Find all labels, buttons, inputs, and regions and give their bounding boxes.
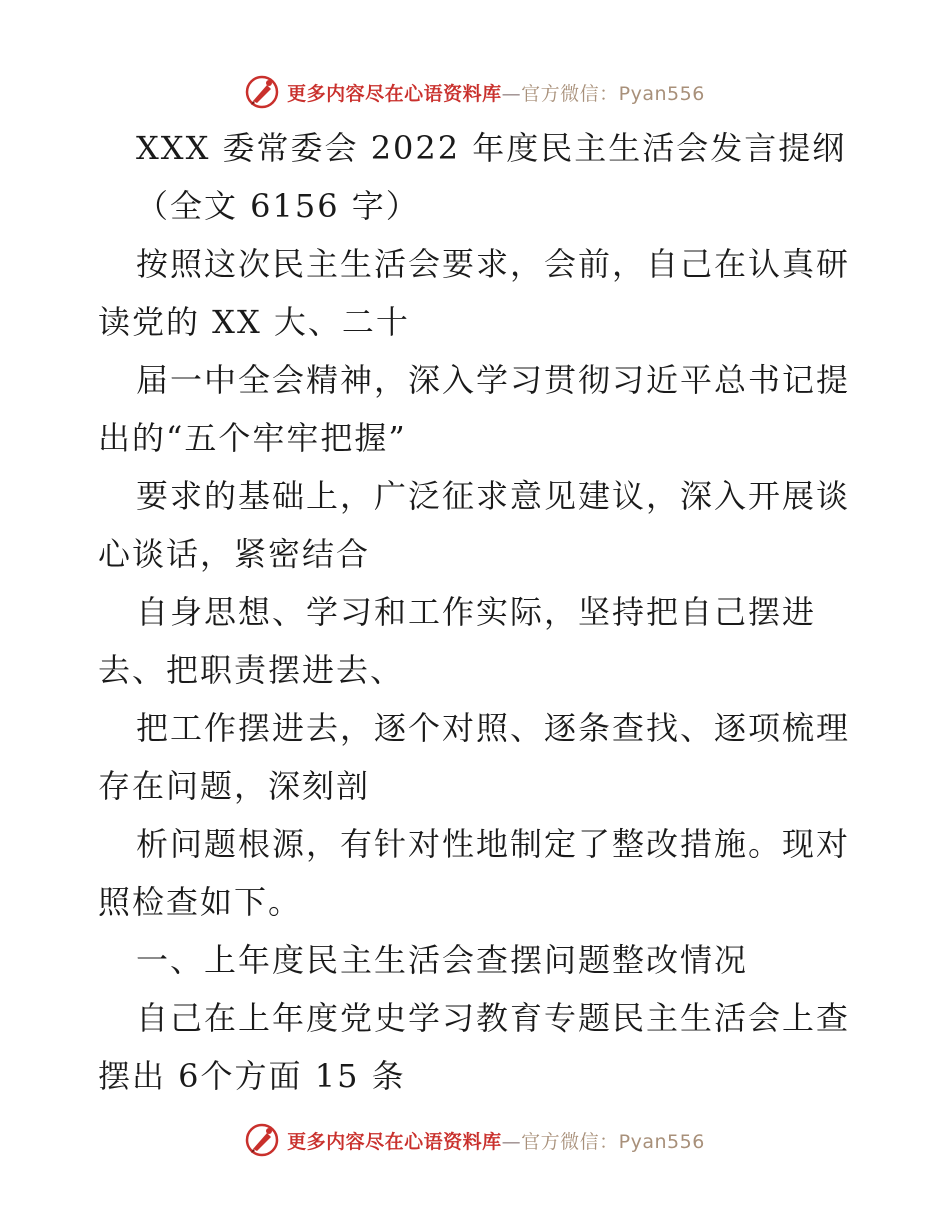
footer-banner-main: 更多内容尽在心语资料库 (287, 1130, 502, 1153)
paragraph-line: 届一中全会精神，深入学习贯彻习近平总书记提 (136, 361, 851, 399)
paragraph-line: 出的“五个牢牢把握” (98, 419, 407, 457)
document-title: XXX 委常委会 2022 年度民主生活会发言提纲 (136, 129, 847, 167)
paragraph-line: 把工作摆进去，逐个对照、逐条查找、逐项梳理 (136, 709, 851, 747)
paragraph-line: 去、把职责摆进去、 (98, 651, 405, 689)
paragraph-line: 照检查如下。 (98, 883, 303, 921)
paragraph-line: 存在问题，深刻剖 (98, 767, 371, 805)
pen-logo-icon (245, 1123, 279, 1157)
footer-banner-text (287, 1127, 705, 1154)
footer-watermark-banner (0, 1120, 950, 1160)
paragraph-line: 按照这次民主生活会要求，会前，自己在认真研 (136, 245, 851, 283)
paragraph-line: 要求的基础上，广泛征求意见建议，深入开展谈 (136, 477, 851, 515)
footer-banner-dash: — (501, 1130, 522, 1153)
header-banner-wechat: 官方微信：Pyan556 (521, 82, 705, 105)
paragraph-line: 自身思想、学习和工作实际，坚持把自己摆进 (136, 593, 817, 631)
paragraph-line: 摆出 6个方面 15 条 (98, 1057, 406, 1095)
document-subtitle: （全文 6156 字） (136, 187, 420, 225)
paragraph-line: 心谈话，紧密结合 (98, 535, 371, 573)
paragraph-line: 自己在上年度党史学习教育专题民主生活会上查 (136, 999, 851, 1037)
pen-logo-icon (245, 75, 279, 109)
paragraph-line: 析问题根源，有针对性地制定了整改措施。现对 (136, 825, 851, 863)
header-banner-dash: — (501, 82, 522, 105)
paragraph-line: 读党的 XX 大、二十 (98, 303, 410, 341)
footer-banner-wechat: 官方微信：Pyan556 (521, 1130, 705, 1153)
header-banner-main: 更多内容尽在心语资料库 (287, 82, 502, 105)
header-watermark-banner (0, 72, 950, 112)
section-heading: 一、上年度民主生活会查摆问题整改情况 (136, 941, 749, 979)
header-banner-text (287, 79, 705, 106)
